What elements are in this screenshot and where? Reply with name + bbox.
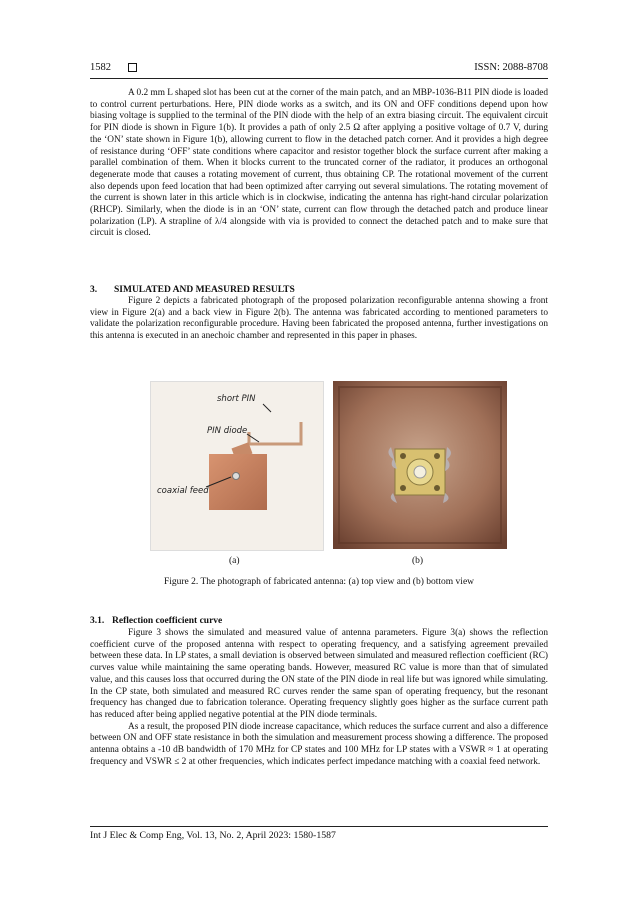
- footer-rule: [90, 826, 548, 827]
- figure-label-b: (b): [412, 556, 424, 566]
- antenna-top-view-image: [151, 382, 323, 550]
- subsection-number: 3.1.: [90, 616, 105, 626]
- subsection-heading: [90, 616, 222, 626]
- section-title: SIMULATED AND MEASURED RESULTS: [114, 285, 295, 295]
- section-paragraph-block: [90, 296, 548, 343]
- paragraph: Figure 3 shows the simulated and measured value of antenna parameters. Figure 3(a) shows the reflection coefficient curve of the proposed antenna with respect to operating frequency, and a satisfying agreement prevailed between these data. In LP states, a small deviation is observed between simulated and measured reflection coefficient (RC) curves value while maintaining the same operating bands. However, measured RC value is more than that of simulated value, and this causes loss that occurred during the ON state of the PIN diode in real life but was ignored while simulating. In the CP state, both simulated and measured RC curves render the same span of operating frequency, but the resonant frequency has changed due to fabrication tolerance. Operating frequency slightly goes higher as the surface current path has reduced after being applied negative potential at the PIN diode terminals.: [90, 628, 548, 720]
- antenna-bottom-view-image: [333, 381, 507, 549]
- figure-caption: Figure 2. The photograph of fabricated antenna: (a) top view and (b) bottom view: [163, 577, 475, 587]
- header-rule: [90, 78, 548, 79]
- annotation-coaxial-feed: coaxial feed: [157, 486, 209, 496]
- figure-2b-photo: [333, 381, 507, 549]
- paragraph: As a result, the proposed PIN diode increase capacitance, which reduces the surface current and also a difference between ON and OFF state resistance in both the simulation and measurement process showing a difference. The proposed antenna obtains a -10 dB bandwidth of 170 MHz for CP states and 100 MHz for LP states with a VSWR ≈ 1 at operating frequency and VSWR ≤ 2 at other frequencies, which indicates perfect impedance matching with a coaxial feed network.: [90, 721, 548, 767]
- figure-label-a: (a): [229, 556, 240, 566]
- paragraph: Figure 2 depicts a fabricated photograph of the proposed polarization reconfigurable antenna showing a front view in Figure 2(a) and a back view in Figure 2(b). The antenna was fabricated according to mentioned parameters to validate the polarization reconfigurable procedure. Having been fabricated the proposed antenna, further investigations on this antenna is executed in an anechoic chamber and represented in this paper in phases.: [90, 296, 548, 342]
- page-number: 1582: [90, 62, 111, 73]
- section-number: 3.: [90, 285, 98, 295]
- issn: ISSN: 2088-8708: [474, 62, 548, 73]
- section-heading: [90, 285, 295, 295]
- subsection-title: Reflection coefficient curve: [112, 616, 223, 626]
- annotation-pin-diode: PIN diode: [207, 426, 248, 436]
- header-box-icon: [128, 63, 137, 72]
- paragraph: A 0.2 mm L shaped slot has been cut at the corner of the main patch, and an MBP-1036-B11 PIN diode is loaded to control current perturbations. Here, PIN diode works as a switch, and its ON and OFF conditions depend upon how biasing voltage is supplied to the terminal of the PIN diode with the help of an extra biasing circuit. The equivalent circuit for PIN diode is shown in Figure 1(b). It provides a path of only 2.5 Ω after applying a positive voltage of 0.7 V, during the ‘ON’ state shown in Figure 1(b), allowing current to flow in the detached patch corner. And it provides a high degree of resistance during ‘OFF’ state conditions where capacitor and resistor together block the surface current after making a parallel combination of them. When it blocks current to the truncated corner of the radiator, it produces an orthogonal degenerate mode that causes a rotating movement of current, thus obtaining CP. The rotational movement of the current also depends upon feed location that had been optimized after carrying out several simulations. The rotating movement of the current is shown later in this article which is in clockwise, indicating the antenna has right-hand circular polarization (RHCP). Similarly, when the diode is in an ‘ON’ state, current can flow through the detached patch and produce linear polarization (LP). A strapline of λ/4 alongside with via is provided to connect the detached patch and to make sure that circuit is closed.: [90, 88, 548, 239]
- figure-2a-photo: [150, 381, 324, 551]
- page-header: [90, 62, 548, 76]
- annotation-short-pin: short PIN: [217, 394, 256, 404]
- footer-citation: Int J Elec & Comp Eng, Vol. 13, No. 2, April 2023: 1580-1587: [90, 830, 336, 841]
- subsection-paragraph-block: [90, 628, 548, 768]
- intro-paragraph-block: [90, 88, 548, 240]
